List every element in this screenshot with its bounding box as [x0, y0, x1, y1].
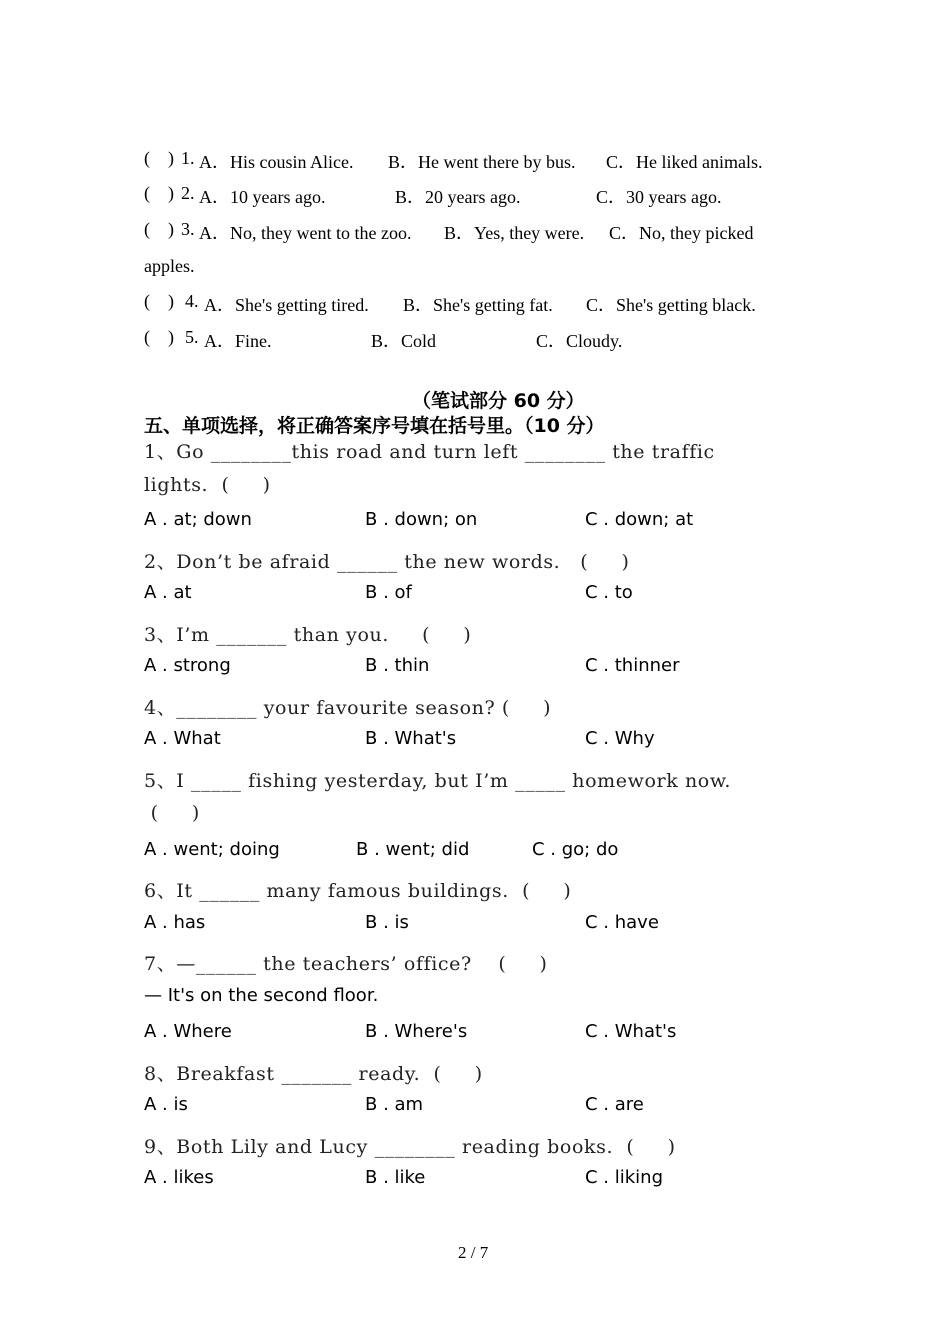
option-a: A . has	[144, 912, 206, 933]
option-a: A . What	[144, 728, 221, 749]
option-b: B . like	[365, 1167, 426, 1188]
option-c: C . to	[585, 582, 633, 603]
question-stem: 3、I’m _______ than you. ( )	[144, 624, 472, 646]
option-a: A . Where	[144, 1021, 232, 1042]
option-c: C . thinner	[585, 655, 680, 676]
option-c: C．Cloudy.	[536, 331, 623, 351]
option-b: B . am	[365, 1094, 424, 1115]
question-number: 2.	[181, 183, 195, 203]
option-a: A . at	[144, 582, 192, 603]
answer-paren: ( )	[144, 327, 174, 347]
option-b: B．20 years ago.	[395, 187, 521, 207]
question-stem: 7、—______ the teachers’ office? ( )	[144, 953, 548, 975]
option-c: C . go; do	[532, 839, 619, 860]
option-b: B . is	[365, 912, 409, 933]
option-c: C．He liked animals.	[606, 152, 763, 172]
option-c: C．She's getting black.	[586, 295, 756, 315]
option-a: A．She's getting tired.	[204, 295, 369, 315]
question-stem: 5、I _____ fishing yesterday, but I’m _____ homework now.	[144, 770, 732, 792]
option-b: B . of	[365, 582, 412, 603]
option-c: C . down; at	[585, 509, 694, 530]
section-title: 五、单项选择，将正确答案序号填在括号里。（10 分）	[144, 415, 605, 437]
question-stem: 2、Don’t be afraid ______ the new words. ( )	[144, 551, 630, 573]
option-b: B．She's getting fat.	[403, 295, 553, 315]
question-number: 5.	[185, 327, 199, 347]
option-a: A．His cousin Alice.	[199, 152, 354, 172]
answer-paren: ( )	[144, 183, 174, 203]
page-number: 2 / 7	[458, 1243, 489, 1262]
question-stem: 1、Go ________this road and turn left ________ the traffic	[144, 441, 715, 463]
option-c: C . have	[585, 912, 659, 933]
question-number: 4.	[185, 291, 199, 311]
option-a: A．10 years ago.	[199, 187, 326, 207]
option-c-continuation: apples.	[144, 256, 195, 276]
option-b: B．Cold	[371, 331, 437, 351]
option-b: B . went; did	[356, 839, 470, 860]
option-c: C . What's	[585, 1021, 677, 1042]
option-a: A . strong	[144, 655, 231, 676]
option-b: B . down; on	[365, 509, 478, 530]
option-a: A．No, they went to the zoo.	[199, 223, 412, 243]
option-a: A . likes	[144, 1167, 214, 1188]
option-b: B . What's	[365, 728, 457, 749]
option-a: A . is	[144, 1094, 188, 1115]
option-a: A . at; down	[144, 509, 252, 530]
option-a: A . went; doing	[144, 839, 280, 860]
question-stem-cont: lights. ( )	[144, 474, 271, 496]
answer-paren: ( )	[144, 219, 174, 239]
option-c: C . Why	[585, 728, 655, 749]
option-b: B．Yes, they were.	[444, 223, 585, 243]
option-c: C . liking	[585, 1167, 663, 1188]
option-c: C . are	[585, 1094, 644, 1115]
answer-paren: ( )	[144, 148, 174, 168]
question-stem: 4、________ your favourite season? ( )	[144, 697, 552, 719]
dialogue-response: — It's on the second floor.	[144, 985, 379, 1006]
written-part-header: （笔试部分 60 分）	[412, 390, 585, 412]
question-stem: 9、Both Lily and Lucy ________ reading books. ( )	[144, 1136, 676, 1158]
option-b: B . thin	[365, 655, 430, 676]
question-number: 1.	[181, 148, 195, 168]
question-stem-cont: ( )	[144, 802, 200, 824]
option-c: C．No, they picked	[609, 223, 754, 243]
option-b: B . Where's	[365, 1021, 468, 1042]
option-c: C．30 years ago.	[596, 187, 722, 207]
answer-paren: ( )	[144, 291, 174, 311]
question-stem: 8、Breakfast _______ ready. ( )	[144, 1063, 483, 1085]
option-a: A．Fine.	[204, 331, 272, 351]
option-b: B．He went there by bus.	[388, 152, 576, 172]
question-number: 3.	[181, 219, 195, 239]
question-stem: 6、It ______ many famous buildings. ( )	[144, 880, 572, 902]
